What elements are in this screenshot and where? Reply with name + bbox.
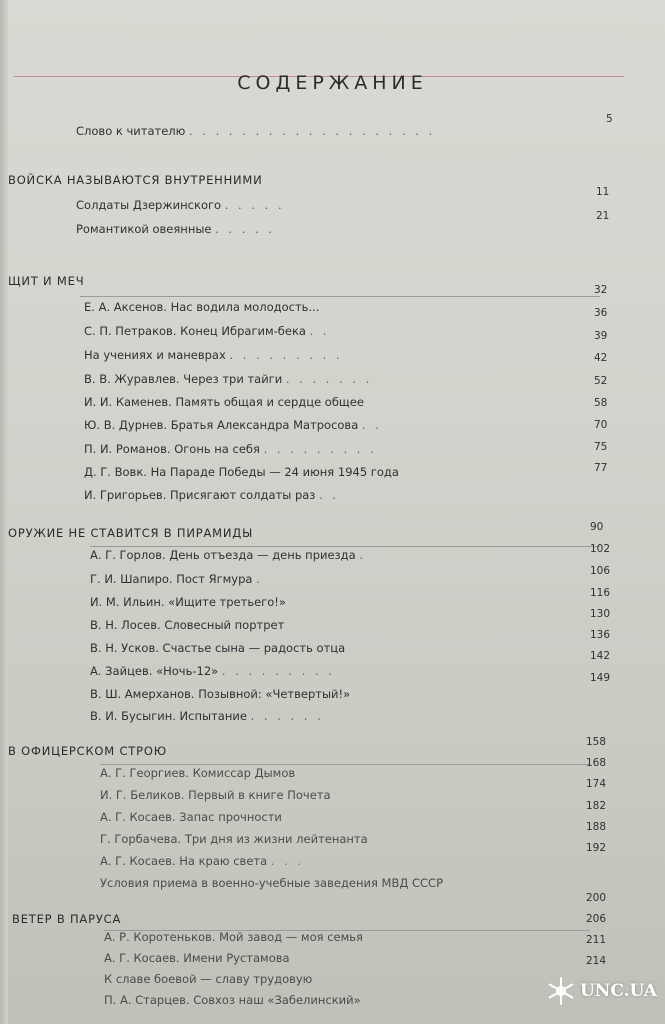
page-number: 211	[586, 934, 607, 946]
toc-entry: И. Григорьев. Присягают солдаты раз . .	[84, 488, 340, 502]
toc-entry: А. Г. Косаев. На краю света . . .	[100, 854, 305, 868]
page-number: 42	[594, 352, 608, 364]
page-number: 52	[594, 375, 608, 387]
toc-entry: И. И. Каменев. Память общая и сердце общее	[84, 395, 364, 409]
toc-entry: Г. И. Шапиро. Пост Ягмура .	[90, 572, 263, 586]
section-heading: ЩИТ И МЕЧ	[8, 274, 85, 288]
toc-entry-intro: Слово к читателю . . . . . . . . . . . . . . . . . . .	[76, 124, 436, 138]
section-heading: ОРУЖИЕ НЕ СТАВИТСЯ В ПИРАМИДЫ	[8, 526, 254, 540]
section-heading: ВЕТЕР В ПАРУСА	[12, 912, 122, 926]
toc-entry: Солдаты Дзержинского . . . . .	[76, 198, 285, 212]
page-number: 36	[594, 307, 608, 319]
toc-entry: А. Г. Косаев. Запас прочности	[100, 810, 282, 824]
toc-entry: И. Г. Беликов. Первый в книге Почета	[100, 788, 331, 802]
toc-entry: В. И. Бусыгин. Испытание . . . . . .	[90, 709, 324, 723]
watermark	[546, 976, 657, 1006]
page-number: 75	[594, 441, 608, 453]
toc-entry: Д. Г. Вовк. На Параде Победы — 24 июня 1945 года	[84, 465, 399, 479]
toc-entry: Ю. В. Дурнев. Братья Александра Матросова . .	[84, 418, 382, 432]
toc-entry: В. Ш. Амерханов. Позывной: «Четвертый!»	[90, 687, 351, 701]
toc-entry: И. М. Ильин. «Ищите третьего!»	[90, 595, 286, 609]
page-number: 32	[594, 284, 608, 296]
page-number: 174	[586, 778, 607, 790]
toc-entry: А. Г. Косаев. Имени Рустамова	[104, 951, 290, 965]
page-number: 182	[586, 800, 607, 812]
watermark-text: UNC.UA	[579, 981, 657, 1001]
page-number: 130	[590, 608, 611, 620]
toc-entry: Е. А. Аксенов. Нас водила молодость...	[84, 300, 320, 314]
toc-entry: В. Н. Усков. Счастье сына — радость отца	[90, 641, 346, 655]
snowflake-logo-icon	[546, 976, 576, 1006]
toc-entry: К славе боевой — славу трудовую	[104, 972, 313, 986]
page-number: 206	[586, 913, 607, 925]
page-number: 21	[596, 210, 610, 222]
section-heading: В ОФИЦЕРСКОМ СТРОЮ	[8, 744, 167, 758]
page-number: 90	[590, 521, 604, 533]
toc-entry: На учениях и маневрах . . . . . . . . .	[84, 348, 343, 362]
page-number: 70	[594, 419, 608, 431]
toc-entry: Романтикой овеянные . . . . .	[76, 222, 276, 236]
toc-entry: А. Зайцев. «Ночь-12» . . . . . . . . .	[90, 664, 335, 678]
page-number: 168	[586, 757, 607, 769]
page-number: 158	[586, 736, 607, 748]
page-number: 142	[590, 650, 611, 662]
page-number: 5	[606, 113, 613, 125]
toc-entry: Условия приема в военно-учебные заведения МВД СССР	[100, 876, 444, 890]
toc-entry: П. И. Романов. Огонь на себя . . . . . . . . .	[84, 442, 377, 456]
page-number: 58	[594, 397, 608, 409]
page-number: 192	[586, 842, 607, 854]
toc-entry: В. В. Журавлев. Через три тайги . . . . . . .	[84, 372, 373, 386]
page-number: 106	[590, 565, 611, 577]
toc-entry: В. Н. Лосев. Словесный портрет	[90, 618, 285, 632]
page-number: 39	[594, 330, 608, 342]
page-number: 149	[590, 672, 611, 684]
page-title: СОДЕРЖАНИЕ	[237, 72, 428, 94]
page-number: 136	[590, 629, 611, 641]
toc-entry: А. Г. Горлов. День отъезда — день приезда .	[90, 548, 366, 562]
section-rule	[90, 546, 600, 547]
page-number: 77	[594, 462, 608, 474]
toc-entry: П. А. Старцев. Совхоз наш «Забелинский»	[104, 993, 361, 1007]
page-edge	[0, 0, 8, 1024]
page-number: 11	[596, 186, 610, 198]
page-number: 188	[586, 821, 607, 833]
toc-entry: А. Р. Коротеньков. Мой завод — моя семья	[104, 930, 363, 944]
section-rule	[100, 764, 590, 765]
page-number: 116	[590, 587, 611, 599]
toc-entry: Г. Горбачева. Три дня из жизни лейтенанта	[100, 832, 368, 846]
page-number: 214	[586, 955, 607, 967]
page-number: 200	[586, 892, 607, 904]
toc-entry: А. Г. Георгиев. Комиссар Дымов	[100, 766, 296, 780]
section-heading: ВОЙСКА НАЗЫВАЮТСЯ ВНУТРЕННИМИ	[8, 173, 263, 187]
section-rule	[80, 296, 600, 297]
page-number: 102	[590, 543, 611, 555]
toc-entry: С. П. Петраков. Конец Ибрагим-бека . .	[84, 324, 330, 338]
